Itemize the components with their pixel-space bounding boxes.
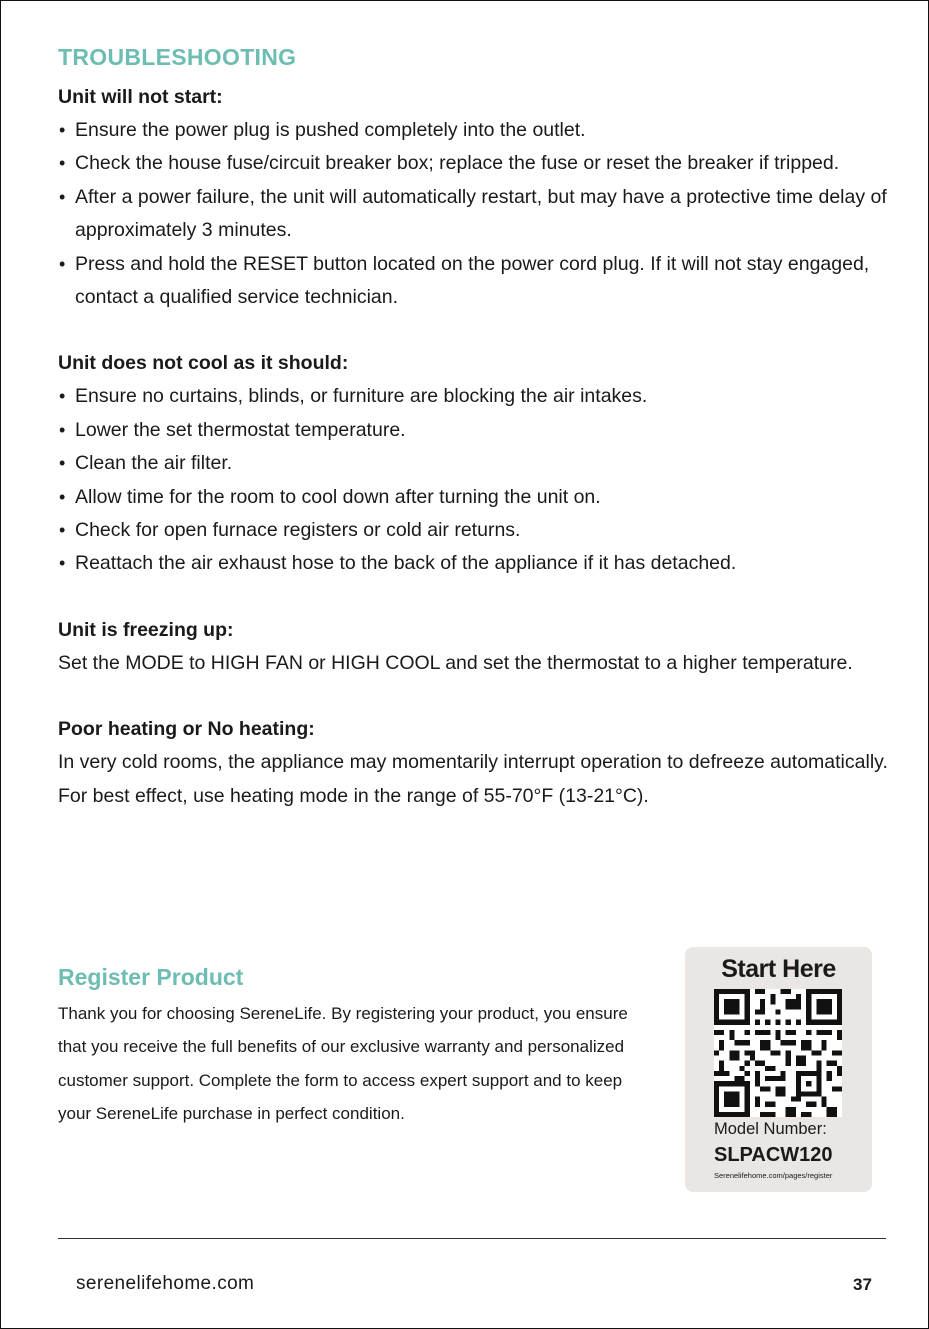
- list-item: [58, 414, 888, 447]
- page-number: 37: [853, 1275, 872, 1294]
- register-product-section: [58, 961, 658, 1131]
- qr-code-icon[interactable]: [714, 989, 842, 1117]
- section-heading: Unit will not start:: [58, 86, 223, 108]
- bullet-list: [58, 380, 888, 580]
- list-item: [58, 380, 888, 413]
- bullet-icon: •: [59, 153, 66, 174]
- list-item-text: Allow time for the room to cool down after turning the unit on.: [75, 485, 601, 508]
- section-heading: Unit is freezing up:: [58, 618, 234, 641]
- list-item: [58, 181, 888, 248]
- section-text: Set the MODE to HIGH FAN or HIGH COOL and set the thermostat to a higher temperature.: [58, 651, 853, 674]
- list-item-text: Lower the set thermostat temperature.: [75, 418, 406, 441]
- bullet-icon: •: [59, 520, 66, 541]
- bullet-icon: •: [59, 419, 66, 440]
- bullet-icon: •: [59, 120, 66, 140]
- list-item: [58, 514, 888, 547]
- bullet-icon: •: [59, 486, 66, 507]
- section-heading: Unit does not cool as it should:: [58, 352, 349, 375]
- list-item-text: Clean the air filter.: [75, 452, 233, 475]
- list-item: [58, 481, 888, 514]
- footer-website[interactable]: serenelifehome.com: [76, 1273, 255, 1294]
- page-title: TROUBLESHOOTING: [58, 44, 297, 70]
- section-heading: Poor heating or No heating:: [58, 718, 315, 741]
- list-item-text: After a power failure, the unit will automatically restart, but may have a protective time delay of approximately 3 minutes.: [75, 185, 887, 242]
- register-body: Thank you for choosing SereneLife. By registering your product, you ensure that you receive the full benefits of our exclusive warranty and personalized customer support. Complete the form to access expert support and to keep your SereneLife purchase in perfect condition.: [58, 1004, 628, 1124]
- register-url[interactable]: Serenelifehome.com/pages/register: [714, 1171, 833, 1180]
- list-item: [58, 147, 888, 180]
- bullet-icon: •: [59, 386, 66, 407]
- list-item-text: Check for open furnace registers or cold air returns.: [75, 519, 521, 542]
- list-item: [58, 547, 888, 580]
- bullet-icon: •: [59, 453, 66, 474]
- section-text: In very cold rooms, the appliance may momentarily interrupt operation to defreeze automatically. For best effect, use heating mode in the range of 55-70°F (13-21°C).: [58, 751, 888, 807]
- list-item: [58, 248, 888, 315]
- list-item: [58, 114, 888, 147]
- bullet-list: [58, 114, 888, 314]
- troubleshooting-section: [58, 41, 888, 813]
- model-number: SLPACW120: [714, 1144, 833, 1166]
- bullet-icon: •: [59, 186, 66, 207]
- bullet-icon: •: [59, 553, 66, 574]
- card-title: Start Here: [721, 955, 836, 983]
- list-item-text: Ensure the power plug is pushed completely into the outlet.: [75, 119, 586, 141]
- model-number-label: Model Number:: [714, 1120, 827, 1138]
- list-item-text: Check the house fuse/circuit breaker box; replace the fuse or reset the breaker if tripped.: [75, 152, 840, 175]
- list-item: [58, 447, 888, 480]
- footer-divider: [58, 1238, 886, 1239]
- list-item-text: Press and hold the RESET button located on the power cord plug. If it will not stay engaged, contact a qualified service technician.: [75, 252, 870, 309]
- start-here-card[interactable]: [685, 947, 872, 1192]
- list-item-text: Reattach the air exhaust hose to the back of the appliance if it has detached.: [75, 552, 737, 575]
- bullet-icon: •: [59, 253, 66, 274]
- list-item-text: Ensure no curtains, blinds, or furniture are blocking the air intakes.: [75, 385, 648, 408]
- register-title: Register Product: [58, 964, 244, 990]
